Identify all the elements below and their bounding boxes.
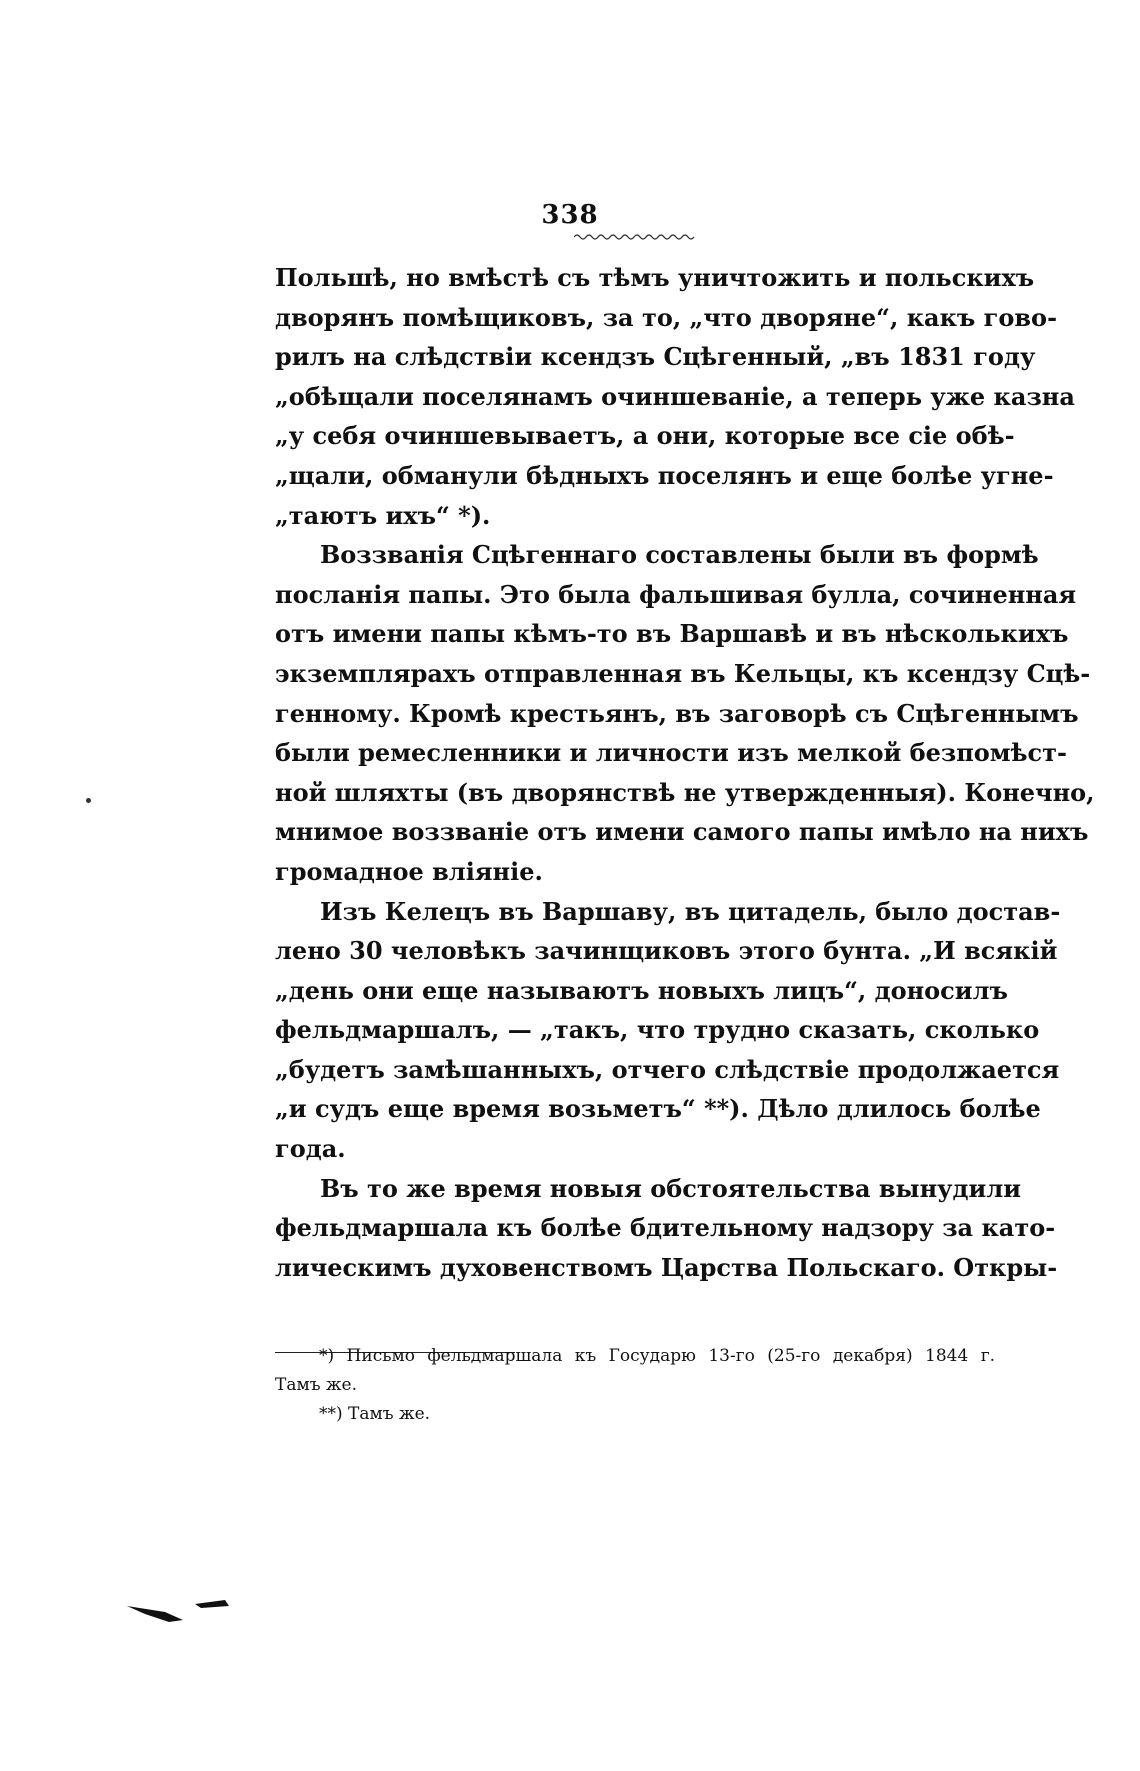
body-line: рилъ на слѣдствіи ксендзъ Сцѣгенный, „въ 1831 году — [275, 342, 1036, 372]
scan-speck — [86, 798, 91, 803]
body-line: Въ то же время новыя обстоятельства вынудили — [320, 1173, 1022, 1203]
body-line: фельдмаршалъ, — „такъ, что трудно сказать, сколько — [275, 1015, 1040, 1045]
body-line: „день они еще называютъ новыхъ лицъ“, доносилъ — [275, 975, 1008, 1005]
body-line: Воззванія Сцѣгеннаго составлены были въ формѣ — [320, 540, 1039, 570]
page-number: 338 — [541, 200, 599, 230]
body-line: мнимое воззваніе отъ имени самого папы имѣло на нихъ — [275, 817, 1089, 847]
body-line: лено 30 человѣкъ зачинщиковъ этого бунта. „И всякій — [275, 936, 1058, 966]
body-line: генному. Кромѣ крестьянъ, въ заговорѣ съ Сцѣгеннымъ — [275, 698, 1079, 728]
body-line: „и судъ еще время возьметъ“ **). Дѣло длилось болѣе — [275, 1094, 1041, 1124]
body-line: дворянъ помѣщиковъ, за то, „что дворяне“, какъ гово- — [275, 302, 1058, 332]
body-text — [275, 258, 1095, 1287]
body-line: „будетъ замѣшанныхъ, отчего слѣдствіе продолжается — [275, 1054, 1060, 1084]
body-line: лическимъ духовенствомъ Царства Польскаго. Откры- — [275, 1252, 1058, 1282]
scan-artifact-mark — [125, 1598, 235, 1628]
footnote-line: **) Тамъ же. — [319, 1404, 431, 1424]
body-line: Польшѣ, но вмѣстѣ съ тѣмъ уничтожить и польскихъ — [275, 263, 1035, 292]
footnotes — [275, 1342, 995, 1429]
body-line: ной шляхты (въ дворянствѣ не утвержденныя). Конечно, — [275, 777, 1095, 807]
footnote-line: *) Письмо фельдмаршала къ Государю 13-го (25-го декабря) 1844 г. — [319, 1346, 995, 1366]
footnote-line: Тамъ же. — [275, 1375, 358, 1395]
body-line: фельдмаршала къ болѣе бдительному надзору за като- — [275, 1213, 1056, 1243]
body-line: Изъ Келецъ въ Варшаву, въ цитадель, было достав- — [320, 896, 1061, 926]
body-line: были ремесленники и личности изъ мелкой безпомѣст- — [275, 738, 1067, 768]
body-line: громадное вліяніе. — [275, 856, 543, 886]
body-line: года. — [275, 1134, 346, 1164]
body-line: „щали, обманули бѣдныхъ поселянъ и еще болѣе угне- — [275, 460, 1054, 490]
body-line: отъ имени папы кѣмъ-то въ Варшавѣ и въ нѣсколькихъ — [275, 619, 1069, 649]
body-line: „таютъ ихъ“ *). — [275, 500, 491, 530]
body-line: экземплярахъ отправленная въ Кельцы, къ ксендзу Сцѣ- — [275, 658, 1091, 688]
body-line: „обѣщали поселянамъ очиншеваніе, а теперь уже казна — [275, 381, 1075, 411]
body-line: „у себя очиншевываетъ, а они, которые все сіе обѣ- — [275, 421, 1015, 451]
body-line: посланія папы. Это была фальшивая булла, сочиненная — [275, 579, 1077, 609]
page-number-ornament — [574, 232, 696, 242]
